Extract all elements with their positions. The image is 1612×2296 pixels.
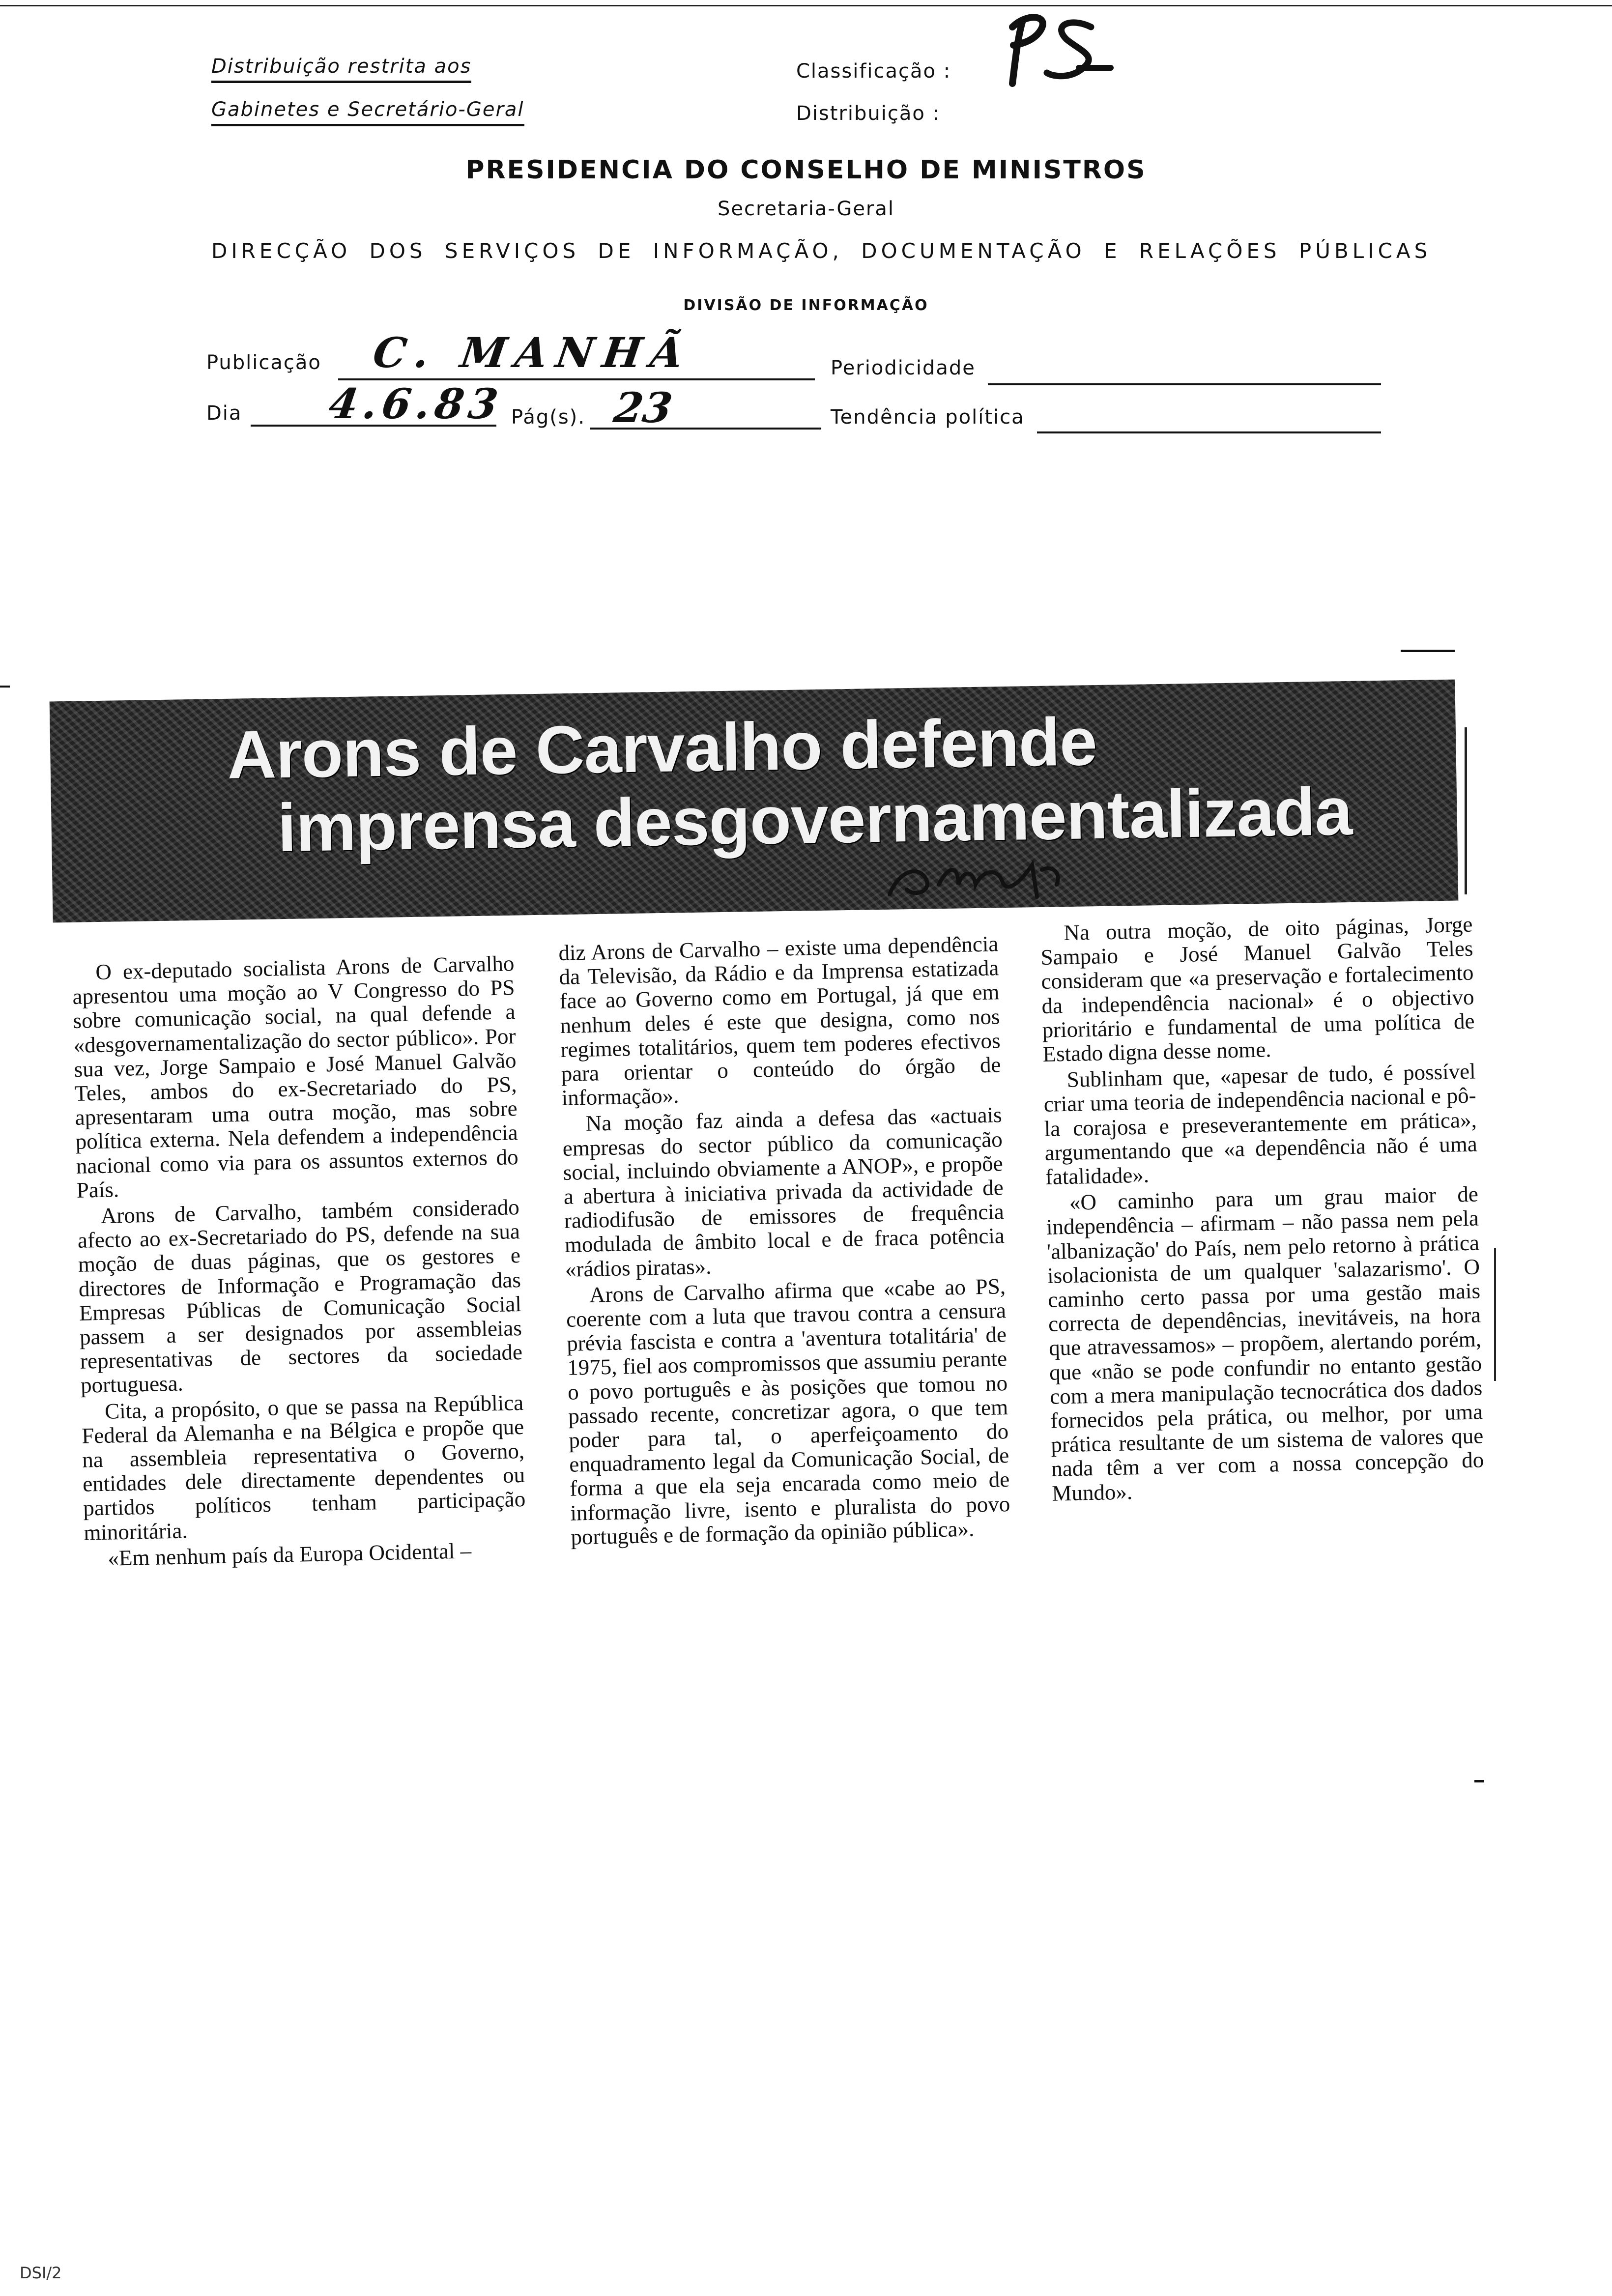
margin-dash <box>1474 1780 1484 1782</box>
headline <box>227 700 1408 866</box>
pages-label: Pág(s). <box>511 406 585 429</box>
distribution-label: Distribuição : <box>796 102 941 125</box>
department-line: DIRECÇÃO DOS SERVIÇOS DE INFORMAÇÃO, DOCUMENTAÇÃO E RELAÇÕES PÚBLICAS <box>211 239 1432 263</box>
col1-paragraph: «Em nenhum país da Europa Ocidental – <box>107 1538 472 1571</box>
day-value: 4.6.83 <box>326 379 506 428</box>
handwritten-scribble <box>885 850 1071 904</box>
col3-paragraph: Sublinham que, «apesar de tudo, é possível criar uma teoria de independência nacional e pô-la corajosa e preseverantemente em prática», argumentando que «a dependência não é uma fatalidade». <box>1043 1059 1478 1189</box>
division-line: DIVISÃO DE INFORMAÇÃO <box>683 297 929 314</box>
col2-paragraph: Na moção faz ainda a defesa das «actuais empresas do sector público da comunicação social, incluindo obviamente a ANOP», e propõe a abertura à iniciativa privada da actividade de radiodifusão de emissores de frequência modulada de âmbito local e de fraca potência «rádios piratas». <box>562 1102 1005 1282</box>
political-tendency-label: Tendência política <box>831 406 1025 429</box>
periodicity-label: Periodicidade <box>831 357 976 379</box>
publication-label: Publicação <box>206 351 321 374</box>
headline-banner <box>50 680 1459 923</box>
col3-paragraph: «O caminho para um grau maior de independência – afirmam – não passa nem pela 'albanização' do País, nem pelo retorno à prática isolacionista de um qualquer 'salazarismo'. O caminho certo passa por uma gestão mais correcta de dependências, inevitáveis, na hora que atravessamos» – propõem, alertando porém, que «não se pode confundir no entanto gestão com a mera manipulação tecnocrática dos dados fornecidos pela prática, ou melhor, por uma prática resultante de um sistema de valores que nada têm a ver com a nossa concepção do Mundo». <box>1046 1181 1484 1506</box>
col1-paragraph: Arons de Carvalho, também considerado afecto ao ex-Secretariado do PS, defende na sua moção de duas páginas, que os gestores e directores de Informação e Programação das Empresas Públicas de Comunicação Social passem a ser designados por assembleias representativas de sectores da sociedade portuguesa. <box>77 1195 523 1398</box>
political-tendency-line <box>1037 431 1381 433</box>
margin-tick <box>0 686 10 688</box>
article-column-1 <box>72 951 527 1571</box>
publication-value: C. MANHÃ <box>370 328 695 377</box>
clipping-side-mark <box>1494 1248 1496 1381</box>
distribution-note-line-1: Distribuição restrita aos <box>211 55 471 83</box>
col1-paragraph: Cita, a propósito, o que se passa na República Federal da Alemanha e na Bélgica e propõe que na assembleia representativa o Governo, entidades dele directamente dependentes ou partidos políticos tenham participação minoritária. <box>81 1390 526 1545</box>
article-column-2 <box>558 932 1011 1550</box>
distribution-note-line-2: Gabinetes e Secretário-Geral <box>211 98 524 126</box>
footer-code: DSI/2 <box>20 2264 62 2282</box>
classification-label: Classificação : <box>796 60 951 83</box>
clipping-right-edge <box>1465 727 1467 894</box>
page-title: PRESIDENCIA DO CONSELHO DE MINISTROS <box>465 155 1147 185</box>
clipping-edge-mark <box>1401 650 1455 652</box>
periodicity-line <box>988 383 1381 385</box>
top-border <box>0 5 1612 6</box>
col3-paragraph: Na outra moção, de oito páginas, Jorge Sampaio e José Manuel Galvão Teles consideram que «a preservação e fortalecimento da independência nacional» é o objectivo prioritário e fundamental de uma política de Estado digna desse nome. <box>1040 912 1475 1066</box>
pages-value: 23 <box>611 383 675 432</box>
page-subtitle: Secretaria-Geral <box>717 198 894 220</box>
headline-line-1: Arons de Carvalho defende <box>227 704 1097 793</box>
day-label: Dia <box>206 402 242 425</box>
handwritten-ps-mark <box>993 10 1121 93</box>
col2-paragraph: Arons de Carvalho afirma que «cabe ao PS, coerente com a luta que travou contra a censura prévia fascista e contra a 'aventura totalitária' de 1975, fiel aos compromissos que assumiu perante o povo português e às posições que tomou no passado recente, concretizar agora, o que tem poder para tal, o aperfeiçoamento do enquadramento legal da Comunicação Social, de forma a que ela seja encarada como meio de informação livre, isento e pluralista do povo português e de formação da opinião pública». <box>566 1273 1010 1550</box>
article-column-3 <box>1040 913 1485 1506</box>
headline-line-2: imprensa desgovernamentalizada <box>277 773 1353 866</box>
col2-paragraph: diz Arons de Carvalho – existe uma dependência da Televisão, da Rádio e da Imprensa estatizada face ao Governo como em Portugal, já que em nenhum deles é este que designa, como nos regimes totalitários, quem tem poderes efectivos para orientar o conteúdo do órgão de informação». <box>558 931 1001 1111</box>
col1-paragraph: O ex-deputado socialista Arons de Carvalho apresentou uma moção ao V Congresso do PS sobre comunicação social, na qual defende a «desgovernamentalização do sector público». Por sua vez, Jorge Sampaio e José Manuel Galvão Teles, ambos do ex-Secretariado do PS, apresentaram uma outra moção, mas sobre política externa. Nela defendem a independência nacional como via para os assuntos externos do País. <box>72 951 519 1203</box>
